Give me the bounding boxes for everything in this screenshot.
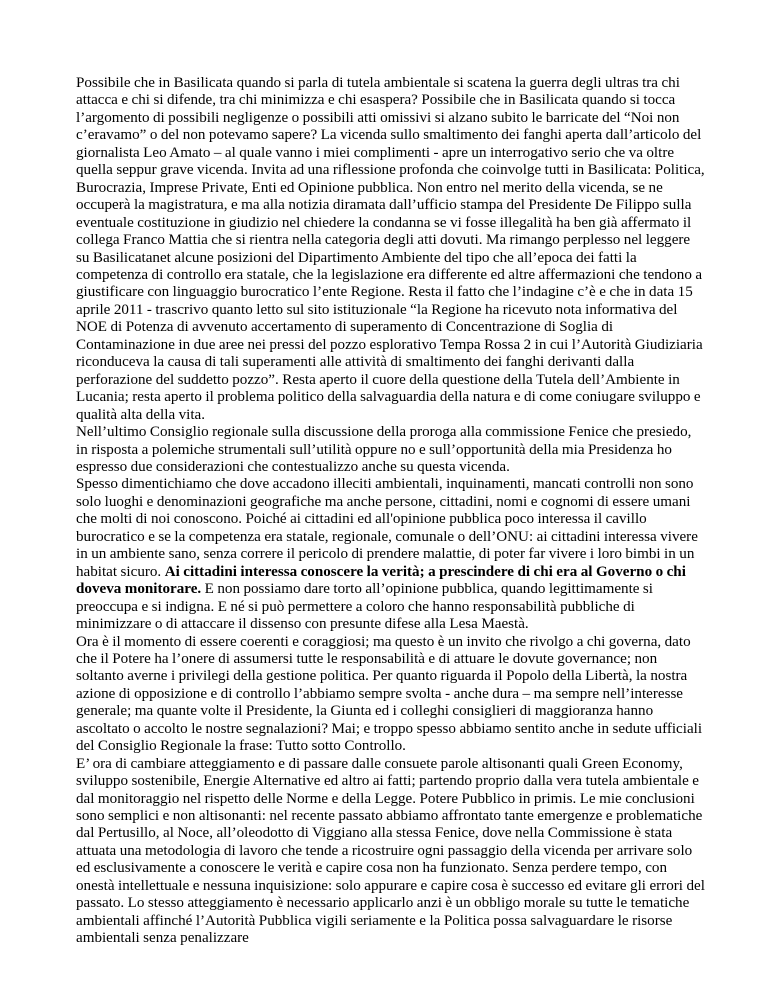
paragraph-cittadini-bold: Ai cittadini interessa conoscere la verità; a prescindere di chi era al Governo o chi doveva monitorare. [76, 563, 686, 598]
paragraph-cittadini-after: E non possiamo dare torto all’opinione pubblica, quando legittimamente si preoccupa e si indigna. E né si può permettere a coloro che hanno responsabilità pubbliche di minimizzare o di attaccare il dissenso con presunte difese alla Lesa Maestà. [76, 581, 653, 633]
paragraph-cittadini-text: Spesso dimentichiamo che dove accadono illeciti ambientali, inquinamenti, mancati controlli non sono solo luoghi e denominazioni geografiche ma anche persone, cittadini, nomi e cognomi di essere umani che molti di noi conoscono. Poiché ai cittadini ed all'opinione pubblica poco interessa il cavillo burocratico e se la competenza era statale, regionale, comunale o dell’ONU: ai cittadini interessa vivere in un ambiente sano, senza correre il pericolo di prendere malattie, di poter far vivere i loro bimbi in un habitat sicuro. [76, 476, 698, 580]
paragraph-conclusioni [76, 756, 706, 948]
paragraph-consiglio [76, 424, 706, 476]
paragraph-cittadini [76, 476, 706, 633]
paragraph-consiglio-text: Nell’ultimo Consiglio regionale sulla discussione della proroga alla commissione Fenice che presiedo, in risposta a polemiche strumentali sull’utilità oppure no e sull’opportunità della mia Presidenza ho espresso due considerazioni che contestualizzo anche su questa vicenda. [76, 424, 692, 475]
paragraph-intro [76, 75, 706, 424]
paragraph-intro-text: Possibile che in Basilicata quando si parla di tutela ambientale si scatena la guerra degli ultras tra chi attacca e chi si difende, tra chi minimizza e chi esaspera? Possibile che in Basilicata quando si tocca l’argomento di possibili negligenze o possibili atti omissivi si alzano subito le barricate del “Noi non c’eravamo” o del non potevamo sapere? La vicenda sullo smaltimento dei fanghi aperta dall’articolo del giornalista Leo Amato – al quale vanno i miei complimenti - apre un interrogativo serio che va oltre quella seppur grave vicenda. Invita ad una riflessione profonda che coinvolge tutti in Basilicata: Politica, Burocrazia, Imprese Private, Enti ed Opinione pubblica. Non entro nel merito della vicenda, se ne occuperà la magistratura, e ma alla notizia diramata dall’ufficio stampa del Presidente De Filippo sulla eventuale costituzione in giudizio nel chiedere la condanna se vi fosse illegalità ha ben già affermato il collega Franco Mattia che si rientra nella categoria degli atti dovuti. Ma rimango perplesso nel leggere su Basilicatanet alcune posizioni del Dipartimento Ambiente del tipo che all’epoca dei fatti la competenza di controllo era statale, che la legislazione era differente ed altre affermazioni che tendono a giustificare con linguaggio burocratico l’ente Regione. Resta il fatto che l’indagine c’è e che in data 15 aprile 2011 - trascrivo quanto letto sul sito istituzionale “la Regione ha ricevuto nota informativa del NOE di Potenza di avvenuto accertamento di superamento di Concentrazione di Soglia di Contaminazione in due aree nei pressi del pozzo esplorativo Tempa Rossa 2 in cui l’Autorità Giudiziaria riconduceva la causa di tali superamenti alle attività di smaltimento dei fanghi derivanti dalla perforazione del suddetto pozzo”. Resta aperto il cuore della questione della Tutela dell’Ambiente in Lucania; resta aperto il problema politico della salvaguardia della natura e di come coniugare sviluppo e qualità alta della vita. [76, 75, 705, 423]
paragraph-coerenti-text: Ora è il momento di essere coerenti e coraggiosi; ma questo è un invito che rivolgo a chi governa, dato che il Potere ha l’onere di assumersi tutte le responsabilità e di attuare le dovute governance; non soltanto averne i privilegi della gestione politica. Per quanto riguarda il Popolo della Libertà, la nostra azione di opposizione e di controllo l’abbiamo sempre svolta - anche dura – ma sempre nell’interesse generale; ma quante volte il Presidente, la Giunta ed i colleghi consiglieri di maggioranza hanno ascoltato o accolto le nostre segnalazioni? Mai; e troppo spesso abbiamo sentito anche in sedute ufficiali del Consiglio Regionale la frase: Tutto sotto Controllo. [76, 633, 703, 755]
paragraph-coerenti [76, 634, 706, 756]
document-page [76, 75, 706, 948]
paragraph-conclusioni-text: E’ ora di cambiare atteggiamento e di passare dalle consuete parole altisonanti quali Green Economy, sviluppo sostenibile, Energie Alternative ed altro ai fatti; partendo proprio dalla vera tutela ambientale e dal monitoraggio nel rispetto delle Norme e della Legge. Potere Pubblico in primis. Le mie conclusioni sono semplici e non altisonanti: nel recente passato abbiamo affrontato tante emergenze e problematiche dal Pertusillo, al Noce, all’oleodotto di Viggiano alla stessa Fenice, dove nella Commissione è stata attuata una metodologia di lavoro che tende a ricostruire ogni passaggio della vicenda per arrivare solo ed esclusivamente a conoscere le verità e capire cosa non ha funzionato. Senza perdere tempo, con onestà intellettuale e nessuna inquisizione: solo appurare e capire cosa è successo ed evitare gli errori del passato. Lo stesso atteggiamento è necessario applicarlo anzi è un obbligo morale su tutte le tematiche ambientali affinché l’Autorità Pubblica vigili seriamente e la Politica possa salvaguardare le risorse ambientali senza penalizzare [76, 755, 705, 947]
